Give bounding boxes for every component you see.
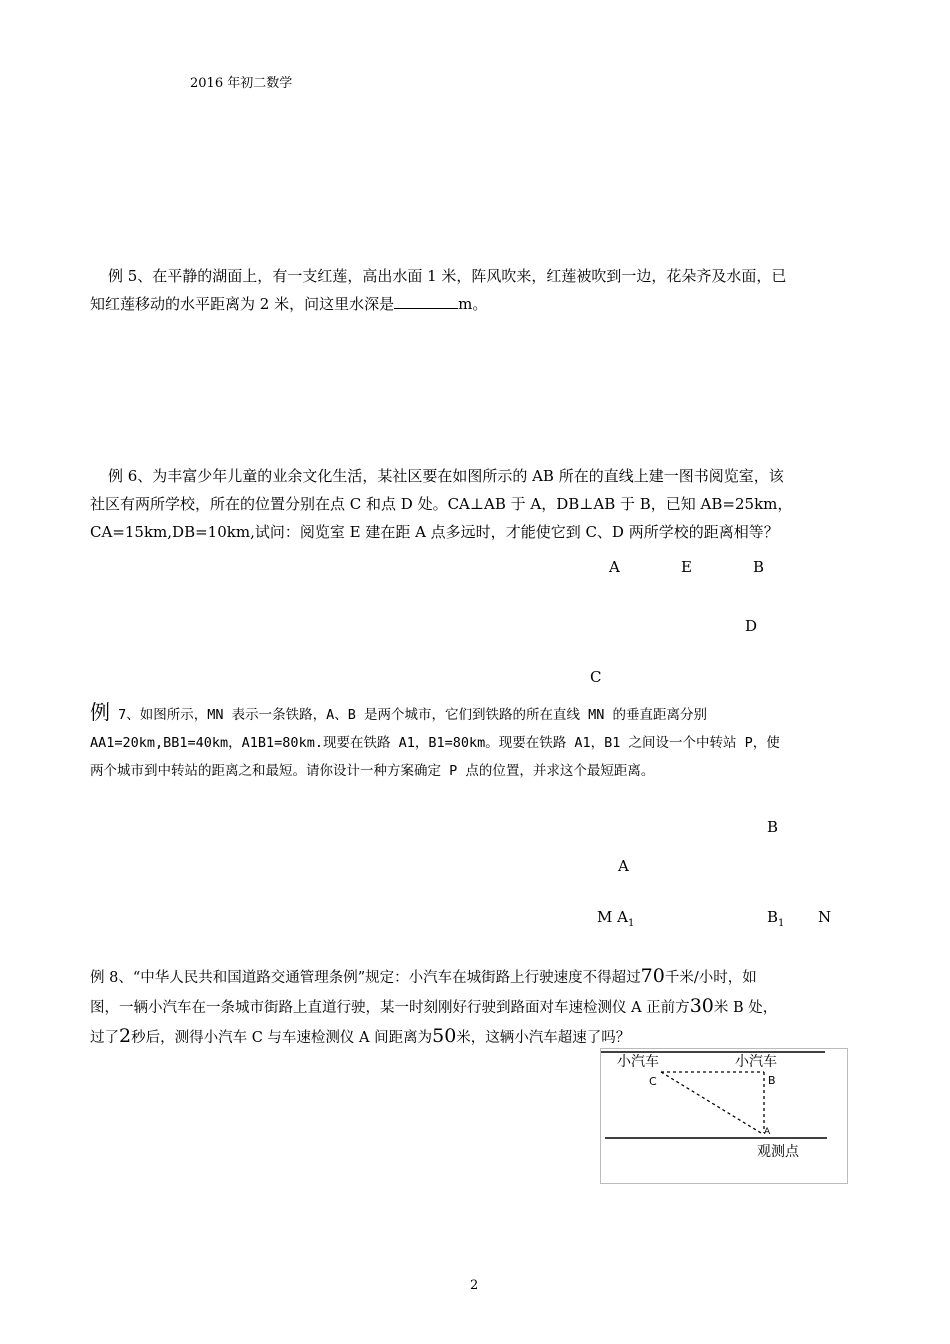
car-right-label: 小汽车: [735, 1054, 777, 1070]
ex7-label-m-a: M A: [597, 908, 628, 926]
ex7-label-b: B: [767, 818, 779, 836]
ex7-line-3: 两个城市到中转站的距离之和最短。请你设计一种方案确定 P 点的位置，并求这个最短距离。: [90, 763, 655, 779]
ex8-line-3b: 秒后，测得小汽车 C 与车速检测仪 A 间距离为: [131, 1030, 433, 1046]
example-6: [90, 462, 862, 546]
segment-ca: [661, 1072, 761, 1133]
ex6-label-c: C: [590, 668, 602, 686]
page-number: 2: [470, 1278, 479, 1293]
ex6-label-d: D: [745, 617, 758, 635]
ex8-line-2a: 图，一辆小汽车在一条城市街路上直道行驶，某一时刻刚好行驶到路面对车速检测仪 A 正前方: [90, 1000, 690, 1016]
ex7-line-1-text: 7、如图所示，MN 表示一条铁路，A、B 是两个城市，它们到铁路的所在直线 MN 的垂直距离分别: [110, 707, 708, 723]
ex7-prefix: 例: [90, 700, 110, 724]
ex6-line-2: 社区有两所学校，所在的位置分别在点 C 和点 D 处。CA⊥AB 于 A，DB⊥AB 于 B，已知 AB=25km，: [90, 495, 793, 513]
ex7-label-a1-sub: 1: [627, 918, 635, 929]
ex8-time: 2: [119, 1025, 132, 1047]
ex6-line-1: 例 6、为丰富少年儿童的业余文化生活，某社区要在如图所示的 AB 所在的直线上建一图书阅览室，该: [108, 467, 784, 485]
example-7: [90, 698, 862, 785]
ex6-label-b: B: [753, 558, 765, 576]
page-header: 2016 年初二数学: [190, 76, 293, 91]
ex8-line-1a: 例 8、“中华人民共和国道路交通管理条例”规定：小汽车在城街路上行驶速度不得超过: [90, 970, 641, 986]
ex7-label-n: N: [818, 908, 832, 926]
example-8: [90, 962, 862, 1052]
ex7-label-a: A: [618, 857, 629, 875]
ex8-figure-svg: [601, 1049, 847, 1183]
ex8-line-1b: 千米/小时，如: [664, 970, 757, 986]
ex8-line-3a: 过了: [90, 1030, 119, 1046]
ex5-line-2-text: 知红莲移动的水平距离为 2 米，问这里水深是: [90, 295, 395, 313]
point-c-label: C: [649, 1075, 657, 1088]
ex6-line-3: CA=15km,DB=10km,试问：阅览室 E 建在距 A 点多远时，才能使它到 C、D 两所学校的距离相等？: [90, 523, 779, 541]
ex6-label-a: A: [609, 558, 620, 576]
ex5-line-1: 例 5、在平静的湖面上，有一支红莲，高出水面 1 米，阵风吹来，红莲被吹到一边，花朵齐及水面，已: [108, 267, 787, 285]
point-a-label: A: [764, 1127, 771, 1137]
ex7-label-b1-sub: 1: [778, 918, 785, 929]
car-left-label: 小汽车: [617, 1054, 659, 1070]
ex8-distance: 30: [689, 995, 714, 1017]
ex5-unit: m。: [458, 295, 488, 313]
ex8-line-1: [90, 962, 862, 992]
ex7-label-m-a1: [597, 908, 634, 929]
ex8-distance-2: 50: [432, 1025, 457, 1047]
ex6-label-e: E: [681, 558, 692, 576]
example-5: [90, 262, 862, 318]
ex8-line-2: [90, 992, 862, 1022]
ex8-line-3c: 米，这辆小汽车超速了吗？: [456, 1030, 631, 1046]
ex8-speed: 70: [640, 965, 665, 987]
ex7-line-2: AA1=20km,BB1=40km，A1B1=80km.现要在铁路 A1，B1=80km。现要在铁路 A1，B1 之间设一个中转站 P，使: [90, 735, 780, 751]
ex5-line-2: [90, 290, 862, 318]
ex7-label-b1-main: B: [767, 908, 779, 926]
point-b-label: B: [768, 1074, 776, 1087]
ex8-line-2b: 米 B 处，: [713, 1000, 778, 1016]
observer-label: 观测点: [757, 1144, 799, 1160]
ex8-figure: [600, 1048, 848, 1184]
ex7-label-b1: [767, 908, 784, 929]
ex7-line-1: [90, 698, 862, 729]
answer-blank: [394, 294, 458, 309]
